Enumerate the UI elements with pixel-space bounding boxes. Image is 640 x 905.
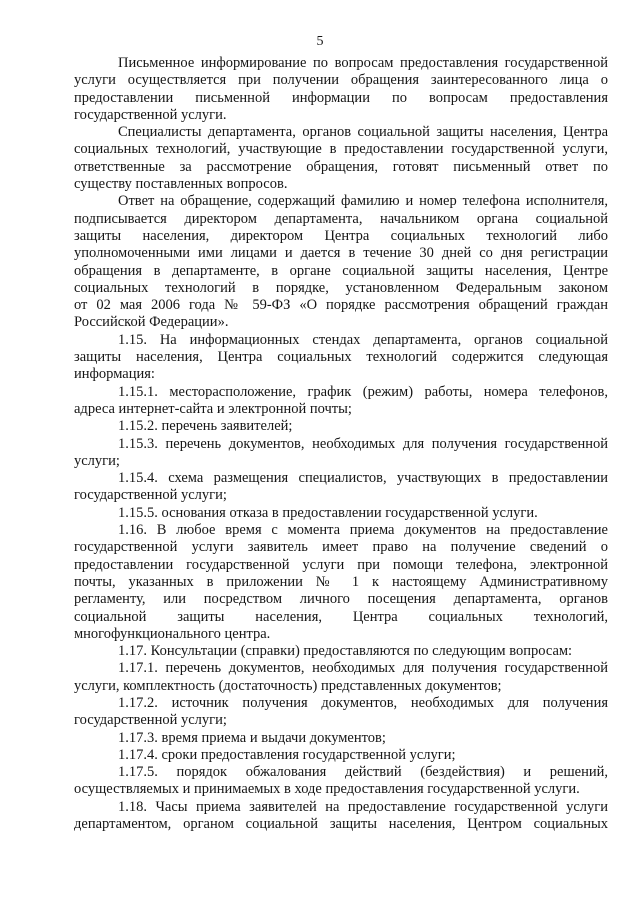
- text-line: Ответ на обращение, содержащий фамилию и номер телефона исполнителя,: [118, 193, 608, 210]
- text-line: почты, указанных в приложении № 1 к настоящему Административному: [74, 573, 608, 590]
- text-line: осуществляемых и принимаемых в ходе предоставления государственной услуги.: [74, 781, 580, 798]
- text-line: ответственные за рассмотрение обращения, готовят письменный ответ по: [74, 158, 608, 175]
- text-line: 1.15.1. месторасположение, график (режим) работы, номера телефонов,: [118, 383, 608, 400]
- paragraph: [74, 747, 608, 764]
- paragraph: [74, 695, 608, 730]
- text-line: Специалисты департамента, органов социальной защиты населения, Центра: [118, 124, 608, 141]
- paragraph: [74, 124, 608, 193]
- text-line: Письменное информирование по вопросам предоставления государственной: [118, 55, 608, 71]
- paragraph: [74, 764, 608, 799]
- text-line: обращения в департаменте, в органе социальной защиты населения, Центре: [74, 262, 608, 279]
- paragraph: [74, 418, 608, 435]
- text-line: предоставлении письменной информации по вопросам предоставления: [74, 89, 608, 106]
- paragraph: [74, 332, 608, 384]
- text-line: 1.16. В любое время с момента приема документов на предоставление: [118, 522, 608, 539]
- paragraph: [74, 193, 608, 331]
- text-line: услуги осуществляется при получении обращения заинтересованного лица о: [74, 72, 608, 89]
- text-line: 1.17.2. источник получения документов, необходимых для получения: [118, 694, 608, 711]
- text-line: услуги, комплектность (достаточность) представленных документов;: [74, 677, 502, 694]
- text-line: 1.18. Часы приема заявителей на предоставление государственной услуги: [118, 798, 608, 815]
- text-line: 1.15.3. перечень документов, необходимых для получения государственной: [118, 435, 608, 452]
- paragraph: [74, 660, 608, 695]
- paragraph: [74, 522, 608, 643]
- text-line: государственной услуги.: [74, 106, 227, 123]
- text-line: 1.17. Консультации (справки) предоставляются по следующим вопросам:: [118, 643, 573, 660]
- paragraph: [74, 643, 608, 660]
- text-line: существу поставленных вопросов.: [74, 176, 288, 193]
- paragraph: [74, 799, 608, 834]
- text-line: предоставлении государственной услуги при помощи телефона, электронной: [74, 556, 608, 573]
- paragraph: [74, 384, 608, 419]
- text-line: от 02 мая 2006 года № 59-ФЗ «О порядке рассмотрения обращений граждан: [74, 297, 608, 314]
- paragraph: [74, 55, 608, 124]
- text-line: многофункционального центра.: [74, 625, 271, 642]
- text-line: Российской Федерации».: [74, 314, 229, 331]
- text-line: 1.17.5. порядок обжалования действий (бездействия) и решений,: [118, 764, 608, 781]
- text-line: защиты населения, директором Центра социальных технологий либо: [74, 227, 608, 244]
- text-line: 1.15.2. перечень заявителей;: [118, 418, 293, 435]
- page-number: 5: [316, 34, 324, 49]
- text-line: 1.15.4. схема размещения специалистов, участвующих в предоставлении: [118, 470, 608, 487]
- text-line: уполномоченными ими лицами и дается в течение 30 дней со дня регистрации: [74, 245, 608, 262]
- text-line: государственной услуги заявитель имеет право на получение сведений о: [74, 539, 608, 556]
- text-line: государственной услуги;: [74, 487, 227, 504]
- text-line: 1.17.4. сроки предоставления государственной услуги;: [118, 746, 456, 763]
- text-line: информация:: [74, 366, 155, 383]
- text-line: регламенту, или посредством личного посещения департамента, органов: [74, 591, 608, 608]
- text-line: адреса интернет-сайта и электронной почты;: [74, 400, 352, 417]
- text-line: государственной услуги;: [74, 712, 227, 729]
- text-line: 1.15.5. основания отказа в предоставлении государственной услуги.: [118, 504, 538, 521]
- paragraph: [74, 436, 608, 471]
- text-line: департаментом, органом социальной защиты населения, Центром социальных: [74, 816, 608, 833]
- text-line: 1.17.1. перечень документов, необходимых для получения государственной: [118, 660, 608, 677]
- text-line: 1.17.3. время приема и выдачи документов;: [118, 729, 386, 746]
- paragraph: [74, 470, 608, 505]
- text-line: социальных технологий в порядке, установленном Федеральным законом: [74, 279, 608, 296]
- text-line: 1.15. На информационных стендах департамента, органов социальной: [118, 331, 608, 348]
- text-line: защиты населения, Центра социальных технологий содержится следующая: [74, 349, 608, 366]
- text-line: услуги;: [74, 452, 120, 469]
- paragraph: [74, 730, 608, 747]
- text-line: социальной защиты населения, Центра социальных технологий,: [74, 608, 608, 625]
- paragraph: [74, 505, 608, 522]
- text-line: подписывается директором департамента, начальником органа социальной: [74, 210, 608, 227]
- document-body: [74, 55, 608, 833]
- text-line: социальных технологий, участвующие в предоставлении государственной услуги,: [74, 141, 608, 158]
